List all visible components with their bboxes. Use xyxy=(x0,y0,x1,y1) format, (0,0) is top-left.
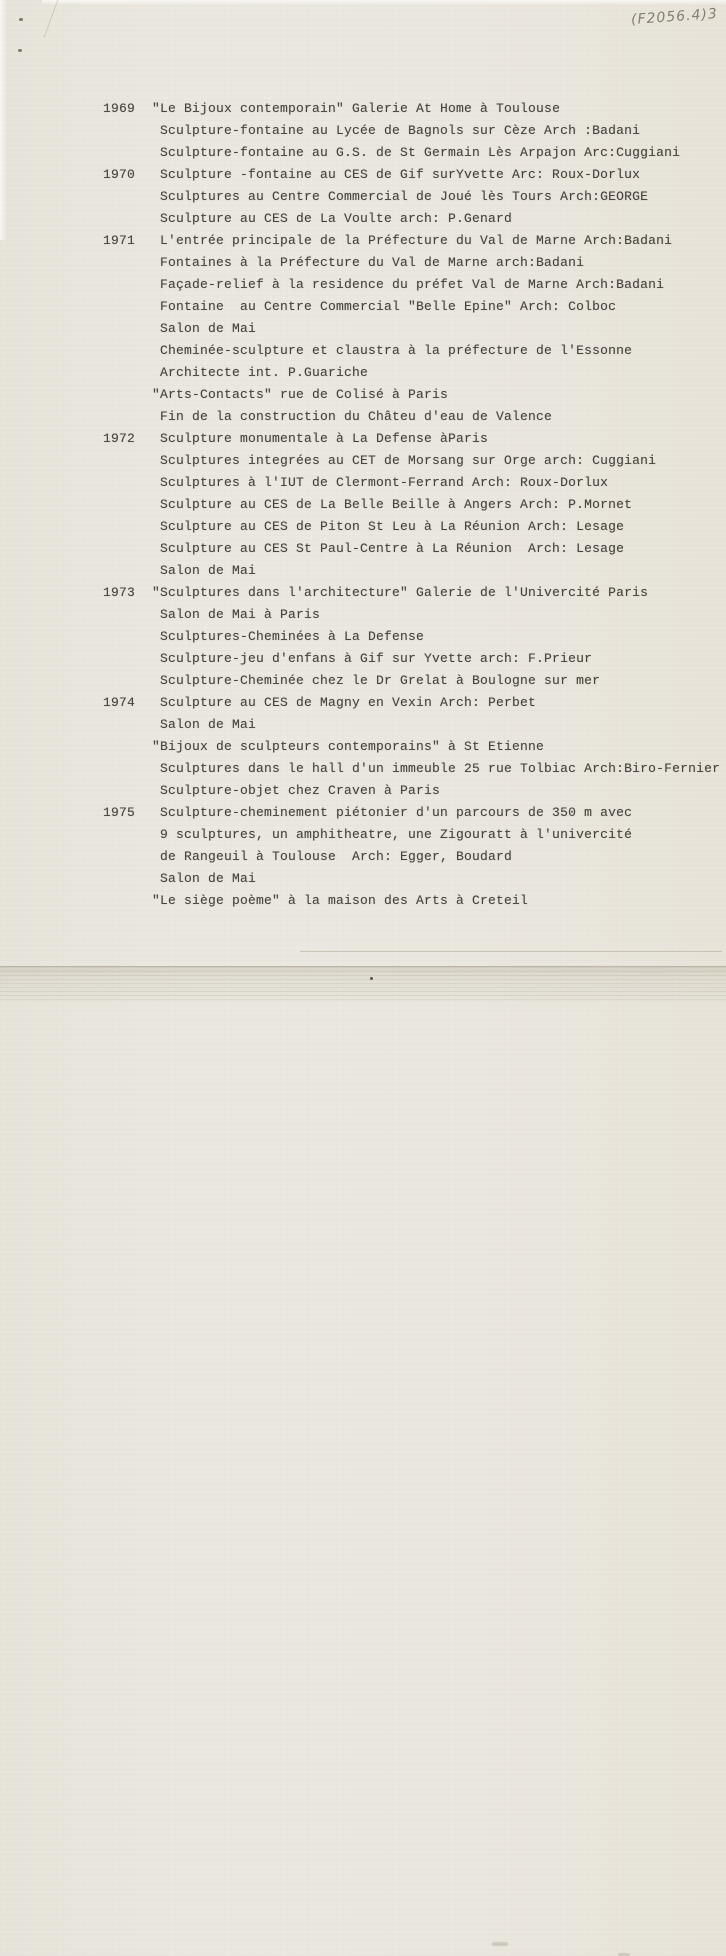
typewritten-list xyxy=(0,97,726,911)
entry-text: Salon de Mai xyxy=(160,562,257,578)
document-line xyxy=(0,537,726,559)
entry-text: Sculpture-fontaine au G.S. de St Germain Lès Arpajon Arc:Cuggiani xyxy=(160,144,681,160)
entry-text: Sculpture-Cheminée chez le Dr Grelat à Boulogne sur mer xyxy=(160,672,601,688)
entry-text: Fontaine au Centre Commercial "Belle Epine" Arch: Colboc xyxy=(160,298,617,314)
document-line xyxy=(0,559,726,581)
entry-text: Sculpture-fontaine au Lycée de Bagnols sur Cèze Arch :Badani xyxy=(160,122,641,138)
year-label: 1969 xyxy=(103,100,136,116)
document-line xyxy=(0,251,726,273)
entry-text: L'entrée principale de la Préfecture du Val de Marne Arch:Badani xyxy=(160,232,673,248)
document-line xyxy=(0,493,726,515)
entry-text: Fontaines à la Préfecture du Val de Marne arch:Badani xyxy=(160,254,585,270)
document-line xyxy=(0,823,726,845)
entry-text: Sculpture au CES de Magny en Vexin Arch: Perbet xyxy=(160,694,537,710)
document-line xyxy=(0,317,726,339)
document-line xyxy=(0,427,726,449)
document-line xyxy=(0,581,726,603)
document-line xyxy=(0,185,726,207)
year-label: 1974 xyxy=(103,694,136,710)
pencil-speck xyxy=(18,49,22,52)
year-label: 1971 xyxy=(103,232,136,248)
document-line xyxy=(0,603,726,625)
document-line xyxy=(0,405,726,427)
entry-text: Sculptures à l'IUT de Clermont-Ferrand Arch: Roux-Dorlux xyxy=(160,474,609,490)
entry-text: Sculpture-cheminement piétonier d'un parcours de 350 m avec xyxy=(160,804,633,820)
document-line xyxy=(0,449,726,471)
document-line xyxy=(0,515,726,537)
entry-text: "Bijoux de sculpteurs contemporains" à St Etienne xyxy=(152,738,545,754)
entry-text: Sculpture-jeu d'enfans à Gif sur Yvette arch: F.Prieur xyxy=(160,650,593,666)
document-line xyxy=(0,383,726,405)
entry-text: Fin de la construction du Châteu d'eau de Valence xyxy=(160,408,553,424)
corner-crease xyxy=(44,0,59,38)
entry-text: "Sculptures dans l'architecture" Galerie de l'Univercité Paris xyxy=(152,584,649,600)
ink-smudge xyxy=(492,1942,508,1946)
document-line xyxy=(0,735,726,757)
page-top-edge xyxy=(42,0,726,5)
entry-text: de Rangeuil à Toulouse Arch: Egger, Boudard xyxy=(160,848,513,864)
pencil-speck xyxy=(19,18,23,21)
document-line xyxy=(0,141,726,163)
document-line xyxy=(0,779,726,801)
entry-text: Sculpture au CES de La Belle Beille à Angers Arch: P.Mornet xyxy=(160,496,633,512)
document-line xyxy=(0,229,726,251)
document-line xyxy=(0,669,726,691)
document-line xyxy=(0,691,726,713)
document-line xyxy=(0,119,726,141)
entry-text: 9 sculptures, un amphitheatre, une Zigouratt à l'univercité xyxy=(160,826,633,842)
document-line xyxy=(0,97,726,119)
handwritten-reference: (F2056.4)3 xyxy=(630,5,719,29)
document-line xyxy=(0,889,726,911)
document-line xyxy=(0,647,726,669)
year-label: 1970 xyxy=(103,166,136,182)
entry-text: Sculpture -fontaine au CES de Gif surYvette Arc: Roux-Dorlux xyxy=(160,166,641,182)
document-line xyxy=(0,273,726,295)
entry-text: "Le siège poème" à la maison des Arts à Creteil xyxy=(152,892,529,908)
document-line xyxy=(0,163,726,185)
entry-text: Sculptures integrées au CET de Morsang sur Orge arch: Cuggiani xyxy=(160,452,657,468)
year-label: 1975 xyxy=(103,804,136,820)
document-line xyxy=(0,471,726,493)
document-line xyxy=(0,801,726,823)
document-line xyxy=(0,339,726,361)
entry-text: "Arts-Contacts" rue de Colisé à Paris xyxy=(152,386,449,402)
entry-text: Sculpture-objet chez Craven à Paris xyxy=(160,782,441,798)
document-line xyxy=(0,757,726,779)
document-line xyxy=(0,361,726,383)
document-line xyxy=(0,207,726,229)
scan-shadow-band xyxy=(0,966,726,1003)
entry-text: Sculpture monumentale à La Defense àParis xyxy=(160,430,489,446)
entry-text: Sculpture au CES de La Voulte arch: P.Genard xyxy=(160,210,513,226)
entry-text: Salon de Mai à Paris xyxy=(160,606,321,622)
document-line xyxy=(0,713,726,735)
scan-streak-line xyxy=(300,951,722,952)
document-line xyxy=(0,867,726,889)
document-line xyxy=(0,625,726,647)
entry-text: Sculptures-Cheminées à La Defense xyxy=(160,628,425,644)
entry-text: Salon de Mai xyxy=(160,870,257,886)
year-label: 1973 xyxy=(103,584,136,600)
entry-text: Salon de Mai xyxy=(160,716,257,732)
entry-text: Sculpture au CES St Paul-Centre à La Réunion Arch: Lesage xyxy=(160,540,625,556)
entry-text: Cheminée-sculpture et claustra à la préfecture de l'Essonne xyxy=(160,342,633,358)
entry-text: Sculptures au Centre Commercial de Joué lès Tours Arch:GEORGE xyxy=(160,188,649,204)
document-line xyxy=(0,845,726,867)
document-line xyxy=(0,295,726,317)
entry-text: Architecte int. P.Guariche xyxy=(160,364,369,380)
entry-text: Salon de Mai xyxy=(160,320,257,336)
entry-text: "Le Bijoux contemporain" Galerie At Home à Toulouse xyxy=(152,100,561,116)
year-label: 1972 xyxy=(103,430,136,446)
entry-text: Sculpture au CES de Piton St Leu à La Réunion Arch: Lesage xyxy=(160,518,625,534)
entry-text: Façade-relief à la residence du préfet Val de Marne Arch:Badani xyxy=(160,276,665,292)
entry-text: Sculptures dans le hall d'un immeuble 25 rue Tolbiac Arch:Biro-Fernier xyxy=(160,760,721,776)
